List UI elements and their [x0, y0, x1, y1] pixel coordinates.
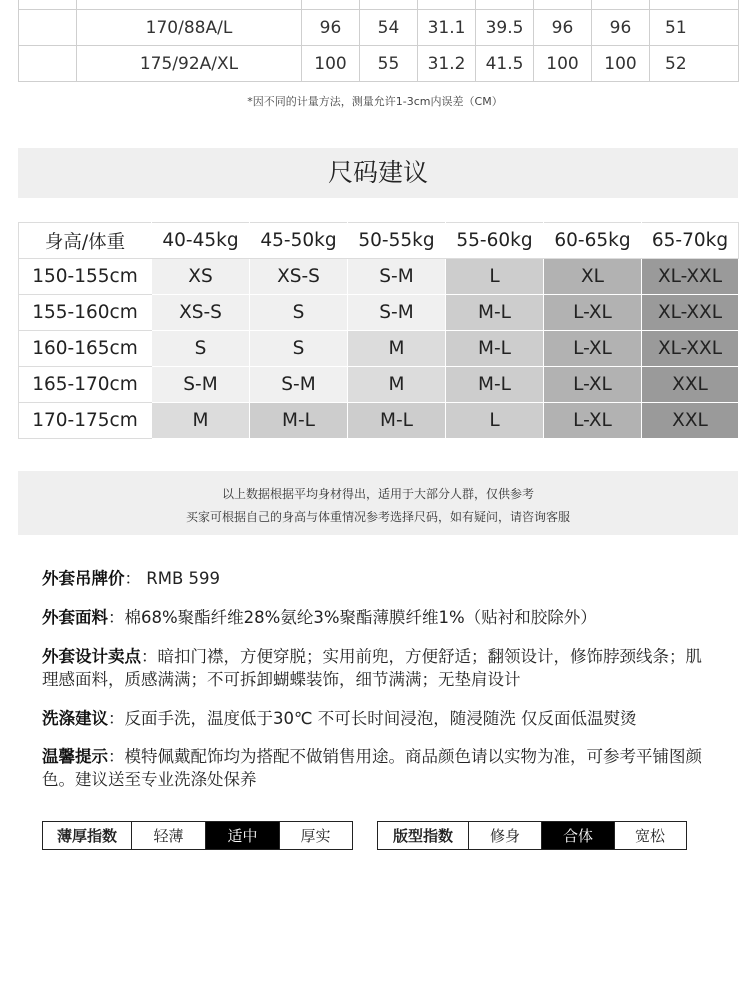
size-cell: XL: [544, 259, 642, 295]
fit-index-label: 版型指数: [392, 827, 453, 845]
size-cell: XXL: [642, 367, 739, 403]
fit-option-loose: 宽松: [614, 822, 685, 849]
measurement-note: *因不同的计量方法，测量允许1-3cm内误差（CM）: [247, 95, 503, 108]
measurement-value: 51: [650, 10, 739, 46]
size-cell: S: [250, 295, 348, 331]
measurement-value: 96: [534, 10, 592, 46]
weight-header: 60-65kg: [544, 223, 642, 259]
measurement-row: [19, 46, 739, 82]
size-cell: S-M: [152, 367, 250, 403]
design-value: ：暗扣门襟，方便穿脱；实用前兜，方便舒适；翻领设计，修饰脖颈线条；肌理感面料，质感满满；不可拆卸蝴蝶装饰，细节满满；无垫肩设计: [42, 647, 702, 689]
size-cell: M-L: [348, 403, 446, 439]
thickness-option-medium: 适中: [205, 822, 279, 849]
weight-header: 55-60kg: [446, 223, 544, 259]
weight-header: 50-55kg: [348, 223, 446, 259]
tip-value: ：模特佩戴配饰均为搭配不做销售用途。商品颜色请以实物为准，可参考平铺图颜色。建议送至专业洗涤处保养: [42, 747, 702, 789]
measurement-value: 39.5: [476, 10, 534, 46]
size-cell: S: [250, 331, 348, 367]
size-cell: XXL: [642, 403, 739, 439]
size-cell: XS-S: [152, 295, 250, 331]
size-cell: M: [348, 331, 446, 367]
price-info: [42, 567, 710, 590]
wash-label: 洗涤建议: [42, 709, 108, 728]
design-label: 外套设计卖点: [42, 647, 141, 666]
measurement-value: 100: [302, 46, 360, 82]
size-cell: S-M: [348, 295, 446, 331]
height-label: 165-170cm: [19, 367, 152, 403]
height-label: 160-165cm: [19, 331, 152, 367]
size-cell: L: [446, 259, 544, 295]
thickness-index: [42, 821, 353, 850]
measurement-value: 54: [360, 10, 418, 46]
measurement-spacer: [19, 46, 77, 82]
disclaimer-line: 以上数据根据平均身材得出，适用于大部分人群，仅供参考: [221, 487, 534, 501]
measurement-value: 31.1: [418, 10, 476, 46]
measurement-value: 31.2: [418, 46, 476, 82]
measurement-value: 52: [650, 46, 739, 82]
height-label: 150-155cm: [19, 259, 152, 295]
size-disclaimer: [18, 471, 738, 535]
size-cell: S-M: [250, 367, 348, 403]
size-cell: L-XL: [544, 331, 642, 367]
size-cell: XS: [152, 259, 250, 295]
measurement-value: 100: [534, 46, 592, 82]
size-cell: XL-XXL: [642, 295, 739, 331]
size-suggestion-title: 尺码建议: [327, 158, 428, 187]
price-value: ： RMB 599: [124, 569, 221, 588]
tip-info: [42, 745, 710, 791]
measurement-table: [18, 0, 739, 82]
height-label: 170-175cm: [19, 403, 152, 439]
fit-index: [377, 821, 687, 850]
disclaimer-line: 买家可根据自己的身高与体重情况参考选择尺码，如有疑问，请咨询客服: [185, 510, 570, 524]
thickness-option-thick: 厚实: [279, 822, 351, 849]
size-cell: L-XL: [544, 403, 642, 439]
size-header-row: [19, 223, 739, 259]
size-cell: S-M: [348, 259, 446, 295]
size-cell: M-L: [446, 367, 544, 403]
size-cell: M-L: [250, 403, 348, 439]
tip-label: 温馨提示: [42, 747, 108, 766]
size-row: [19, 259, 739, 295]
design-info: [42, 645, 710, 691]
measurement-value: 100: [592, 46, 650, 82]
wash-info: [42, 707, 710, 730]
size-row: [19, 331, 739, 367]
measurement-size: 170/88A/L: [77, 10, 302, 46]
measurement-size: 175/92A/XL: [77, 46, 302, 82]
size-cell: M: [152, 403, 250, 439]
measurement-value: 96: [592, 10, 650, 46]
size-row: [19, 403, 739, 439]
fit-option-slim: 修身: [468, 822, 541, 849]
measurement-spacer: [19, 10, 77, 46]
size-cell: S: [152, 331, 250, 367]
size-cell: XL-XXL: [642, 331, 739, 367]
fabric-label: 外套面料: [42, 608, 108, 627]
size-cell: L: [446, 403, 544, 439]
wash-value: ：反面手洗，温度低于30℃ 不可长时间浸泡，随浸随洗 仅反面低温熨烫: [108, 709, 637, 728]
size-cell: L-XL: [544, 367, 642, 403]
weight-header: 65-70kg: [642, 223, 739, 259]
size-cell: M-L: [446, 295, 544, 331]
fabric-info: [42, 606, 710, 629]
height-label: 155-160cm: [19, 295, 152, 331]
thickness-index-label: 薄厚指数: [56, 827, 117, 845]
fit-option-regular: 合体: [541, 822, 614, 849]
measurement-row: [19, 10, 739, 46]
measurement-value: 55: [360, 46, 418, 82]
size-suggestion-header: [18, 148, 738, 198]
measurement-value: 96: [302, 10, 360, 46]
size-cell: L-XL: [544, 295, 642, 331]
size-cell: M: [348, 367, 446, 403]
weight-header: 45-50kg: [250, 223, 348, 259]
measurement-row-partial: [19, 0, 739, 10]
price-label: 外套吊牌价: [42, 569, 125, 588]
thickness-option-light: 轻薄: [131, 822, 205, 849]
size-row: [19, 295, 739, 331]
size-suggestion-table: [18, 222, 739, 439]
size-cell: XL-XXL: [642, 259, 739, 295]
size-row: [19, 367, 739, 403]
measurement-value: 41.5: [476, 46, 534, 82]
fabric-value: ：棉68%聚酯纤维28%氨纶3%聚酯薄膜纤维1%（贴衬和胶除外）: [108, 608, 597, 627]
weight-header: 40-45kg: [152, 223, 250, 259]
size-corner-label: 身高/体重: [19, 223, 152, 259]
size-cell: XS-S: [250, 259, 348, 295]
size-cell: M-L: [446, 331, 544, 367]
